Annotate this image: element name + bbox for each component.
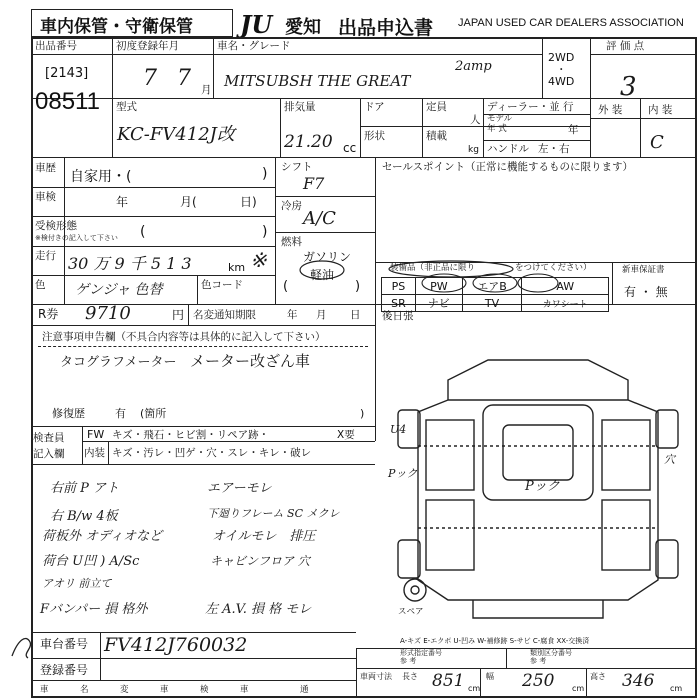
notice-label: 注意事項申告欄（不具合内容等は具体的に記入して下さい）	[42, 331, 326, 343]
mileage-label: 走行	[35, 250, 56, 262]
footer-item-2: 名	[80, 685, 89, 695]
drive-2wd: 2WD	[548, 51, 575, 64]
capacity-unit: 人	[470, 114, 481, 126]
repair-history-label: 修復歴	[52, 407, 85, 420]
drive-dot: ・	[556, 64, 567, 76]
interior-label: 内 装	[648, 104, 673, 116]
equipment-circled-marks-icon	[420, 272, 560, 294]
vehicle-name-label: 車名・グレード	[217, 40, 291, 52]
handwritten-note-2: エアーモレ	[207, 481, 272, 496]
r-ticket-value: 9710	[85, 303, 131, 324]
mileage-unit: km	[228, 261, 246, 274]
mileage-mark: ※	[250, 248, 267, 272]
model-year-unit: 年	[568, 124, 579, 136]
color-value: ゲンジャ 色替	[75, 282, 163, 298]
width-unit: cm	[572, 684, 585, 693]
color-label: 色	[35, 279, 46, 291]
repair-history-bracket: (箇所	[140, 407, 167, 420]
model-year-label: モデル 年 式	[487, 114, 513, 134]
rating-value: 3	[620, 72, 637, 102]
ju-logo-mark: JU	[240, 10, 273, 39]
registration-number-label: 登録番号	[40, 663, 89, 677]
after-notes-label: 後日張	[382, 310, 414, 322]
interior-rating-value: C	[650, 132, 664, 153]
load-unit: kg	[468, 145, 479, 155]
displacement-value: 21.20	[284, 132, 333, 152]
footer-item-5: 検	[200, 685, 209, 695]
doors-label: ドア	[364, 101, 385, 113]
registration-month-unit: 月	[201, 84, 212, 96]
certified-open: (	[140, 224, 146, 240]
notice-line-2: メーター改ざん車	[190, 352, 311, 370]
recycle-month: 月	[316, 309, 327, 321]
lot-sub-number: [2143]	[45, 66, 89, 81]
equipment-pw: PW	[415, 278, 462, 295]
width-label: 幅	[486, 672, 494, 681]
handwritten-note-3: 右 B/w 4板	[50, 509, 118, 524]
vehicle-size-label: 車両寸法	[360, 672, 392, 681]
r-ticket-unit: 円	[172, 308, 185, 322]
capacity-label: 定員	[426, 101, 447, 113]
type-designation-label: 形式指定番号 参 考	[400, 649, 442, 666]
equipment-label-2: をつけてください）	[515, 263, 592, 273]
model-label: 型式	[116, 101, 137, 113]
r-ticket-label: R券	[38, 307, 59, 321]
repair-history-value: 有	[115, 407, 126, 420]
length-value: 851	[432, 671, 465, 691]
aircon-value: A/C	[303, 208, 336, 229]
load-label: 積載	[426, 130, 447, 142]
equipment-label: 装備品（非正品に限り	[390, 263, 476, 273]
fuel-circle-icon	[298, 259, 346, 281]
fuel-open: (	[283, 279, 289, 294]
handle-options: 左・右	[538, 143, 570, 155]
registration-month-value: 7	[177, 66, 191, 91]
storage-badge-text: 車内保管・守衛保管	[40, 17, 193, 37]
interior-defects: キズ・汚レ・凹ゲ・穴・スレ・キレ・破レ	[112, 447, 312, 459]
equipment-navi: ナビ	[415, 295, 462, 312]
logo-region: 愛知	[285, 17, 321, 38]
sales-point-label: セールスポイント（正常に機能するものに限ります）	[382, 161, 634, 173]
notice-line-1: タコグラフメーター	[60, 355, 177, 370]
spare-wheel-icon	[404, 579, 426, 601]
class-code-label: 類別区分番号 参 考	[530, 649, 572, 666]
chassis-value: FV412J760032	[104, 634, 248, 656]
diagram-annotation-hole: 穴	[664, 453, 675, 466]
rating-label: 評 価 点	[606, 40, 645, 52]
exterior-defects-end: X要	[337, 429, 355, 441]
registration-label: 初度登録年月	[116, 40, 179, 52]
certified-close: )	[262, 224, 268, 240]
diagram-annotation-u4: U4	[390, 423, 407, 436]
color-code-label: 色コード	[201, 279, 243, 291]
width-value: 250	[522, 671, 555, 691]
footer-item-3: 変	[120, 685, 129, 695]
fuel-sub: 軽油	[310, 268, 335, 282]
equipment-leather-seat: カワシート	[522, 295, 609, 312]
diagram-annotation-pit-center: Pック	[525, 479, 560, 494]
fuel-label: 燃料	[281, 236, 302, 248]
exterior-defects: キズ・飛石・ヒビ割・リペア跡・	[112, 429, 270, 441]
association-name: JAPAN USED CAR DEALERS ASSOCIATION	[458, 17, 684, 29]
handle-label: ハンドル	[487, 143, 529, 155]
chassis-scribble-icon	[8, 632, 36, 662]
footer-item-1: 車	[40, 685, 49, 695]
handwritten-note-10: Fバンパー 損 格外	[40, 602, 148, 617]
lot-number-label: 出品番号	[35, 40, 77, 52]
recycle-deadline-label: 名変通知期限	[193, 309, 256, 321]
model-value: KC-FV412J改	[117, 124, 235, 145]
handwritten-note-11: 左 A.V. 損 格 モレ	[205, 602, 312, 617]
damage-legend: A-キズ E-エクボ U-凹み W-補修跡 S-サビ C-腐食 XX-交換済	[400, 637, 590, 645]
handwritten-note-4: 下廻りフレーム SC メクレ	[207, 507, 340, 520]
equipment-airbag: エアB	[462, 278, 522, 295]
inspection-day: 日)	[240, 195, 257, 209]
vehicle-name-extra: 2amp	[455, 59, 492, 74]
vehicle-body-outline	[448, 360, 628, 400]
equipment-sr: SR	[382, 295, 416, 312]
handwritten-note-6: オイルモレ 排圧	[212, 529, 316, 544]
ju-logo	[240, 10, 272, 39]
history-close: )	[262, 166, 268, 182]
inspector-label: 検査員	[33, 432, 65, 444]
handwritten-note-1: 右前 P アト	[50, 481, 120, 496]
interior-entry-label: 内装	[84, 447, 105, 459]
shift-label: シフト	[281, 161, 313, 173]
length-label: 長さ	[402, 672, 418, 681]
fuel-close: )	[355, 279, 361, 294]
lot-number: 08511	[35, 88, 100, 115]
dealer-import-label: ディーラー・並 行	[487, 101, 574, 113]
footer-item-7: 通	[300, 685, 309, 695]
mileage-value: 30 万 9 千 5 1 3	[68, 254, 192, 273]
length-unit: cm	[468, 684, 481, 693]
equipment-ps: PS	[382, 278, 416, 295]
handwritten-note-7: 荷台 U凹 ) A/Sc	[42, 554, 140, 569]
height-value: 346	[622, 671, 655, 691]
inspection-label: 車検	[35, 191, 56, 203]
inspection-year: 年	[116, 195, 129, 209]
form-title: 出品申込書	[338, 17, 434, 39]
shift-value: F7	[303, 174, 325, 193]
handwritten-note-9: アオリ 前立て	[42, 577, 112, 590]
handwritten-note-5: 荷板外 オディオなど	[42, 529, 163, 544]
recycle-year: 年	[287, 309, 298, 321]
footer-item-4: 車	[160, 685, 169, 695]
recycle-day: 日	[350, 309, 361, 321]
inspector-fw: FW	[87, 428, 105, 441]
history-value: 自家用・(	[70, 169, 132, 185]
entry-label: 記入欄	[33, 448, 65, 460]
aircon-label: 冷房	[281, 200, 302, 212]
diagram-annotation-pit-left: Pック	[388, 467, 418, 480]
height-unit: cm	[670, 684, 683, 693]
displacement-unit: cc	[343, 141, 357, 155]
shape-label: 形状	[364, 130, 385, 142]
equipment-aw: AW	[522, 278, 609, 295]
registration-year: 7	[143, 66, 157, 91]
spare-label: スペア	[398, 607, 424, 617]
chassis-label: 車台番号	[40, 637, 89, 651]
footer-item-6: 車	[240, 685, 249, 695]
fuel-value: ガソリン	[303, 250, 352, 264]
vehicle-name-value: MITSUBSH THE GREAT	[224, 72, 411, 90]
height-label: 高さ	[590, 672, 606, 681]
inspection-month: 月(	[180, 195, 197, 209]
history-label: 車歴	[35, 162, 56, 174]
warranty-label: 新車保証書	[622, 265, 665, 275]
displacement-label: 排気量	[284, 101, 316, 113]
repair-history-close: )	[360, 407, 365, 420]
exterior-label: 外 装	[598, 104, 623, 116]
certified-note: ※検付きの記入して下さい	[35, 234, 118, 242]
warranty-options: 有 ・ 無	[624, 285, 668, 299]
drive-4wd: 4WD	[548, 75, 575, 88]
handwritten-note-8: キャビンフロア 穴	[210, 554, 310, 568]
certified-label: 受検形態	[35, 220, 77, 232]
equipment-tv: TV	[462, 295, 522, 312]
